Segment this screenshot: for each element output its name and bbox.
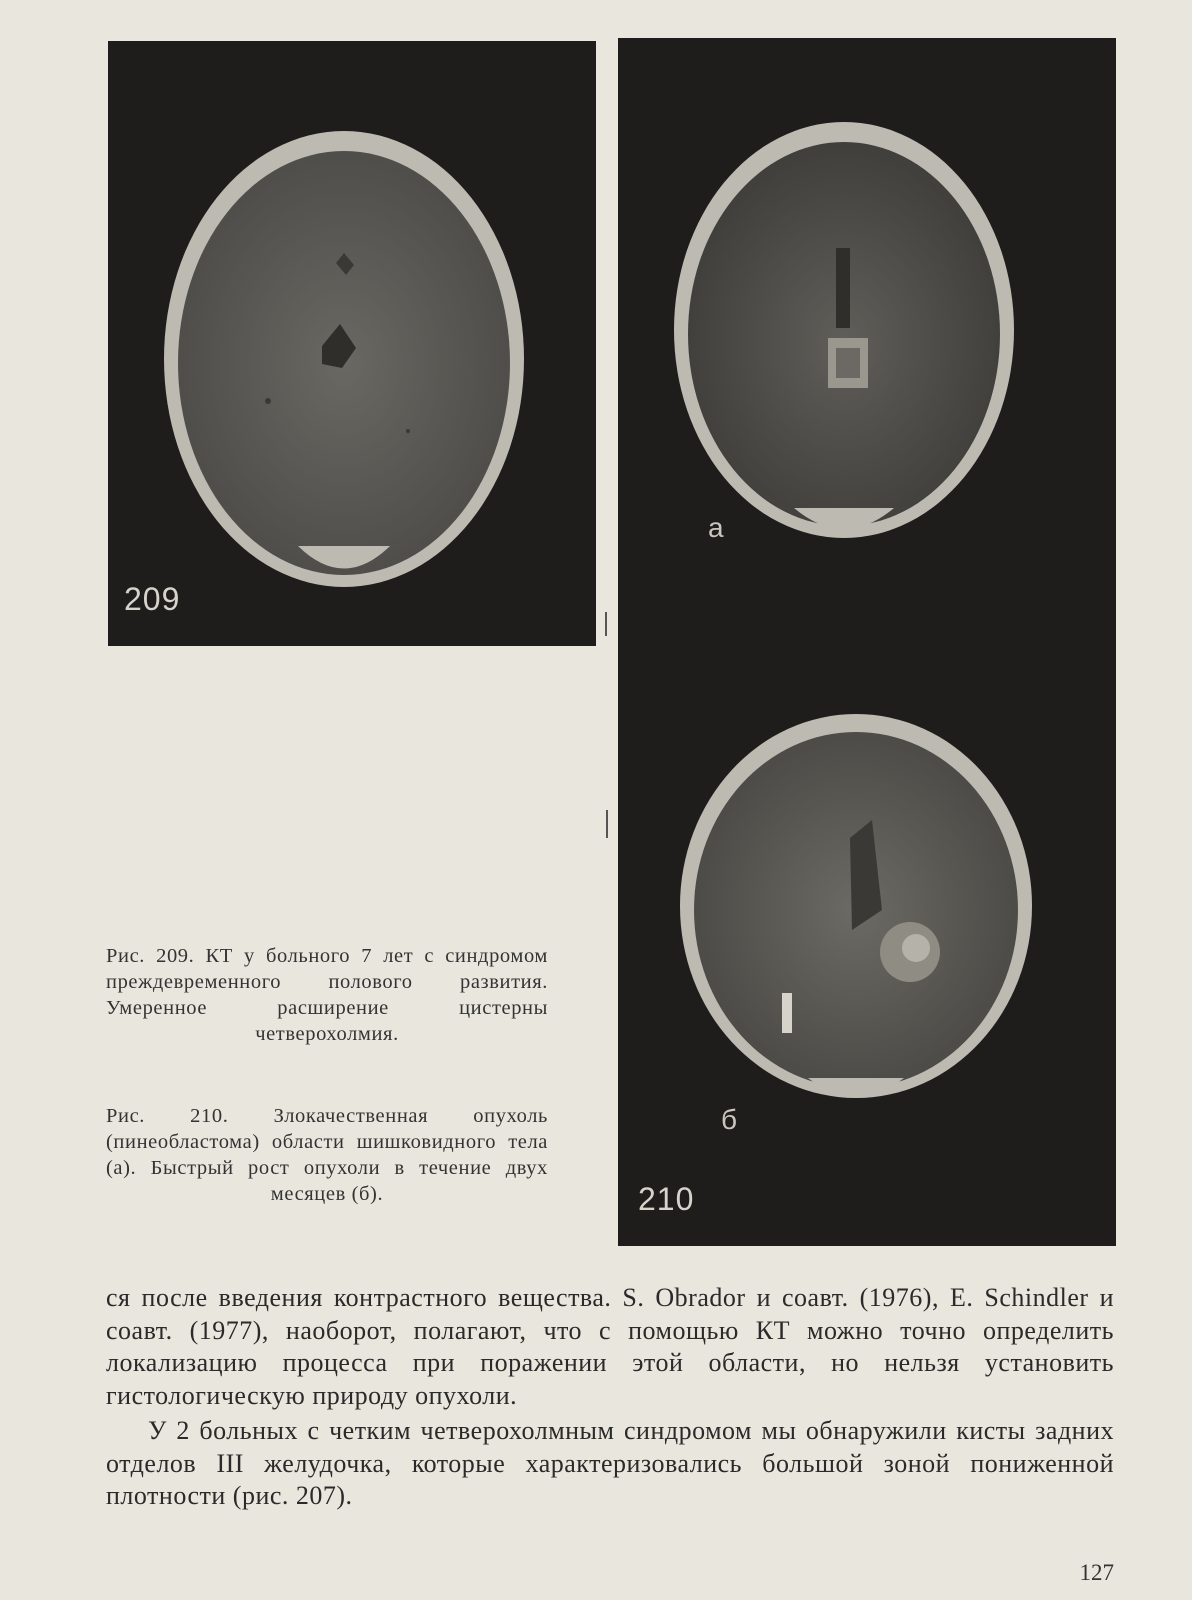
figure-209-caption: Рис. 209. КТ у больного 7 лет с синдромом преждевременного полового развития. Умеренное расширение цистерны четверохолмия. xyxy=(106,945,548,1045)
figure-210-sublabel-b: б xyxy=(721,1104,738,1135)
paragraph-1: ся после введения контрастного вещества. S. Obrador и соавт. (1976), E. Schindler и соавт. (1977), наоборот, полагают, что с помощью КТ можно точно определить локализацию процесса при поражении этой области, но нельзя установить гистологическую природу опухоли. xyxy=(106,1283,1114,1410)
figure-210-caption: Рис. 210. Злокачественная опухоль (пинеобластома) области шишковидного тела (а). Быстрый рост опухоли в течение двух месяцев (б). xyxy=(106,1105,548,1205)
figure-210-sublabel-a: а xyxy=(708,512,724,543)
figure-209-ct-scan xyxy=(108,41,596,646)
figure-209-number: 209 xyxy=(124,581,181,617)
ct-scan-209-image xyxy=(108,41,596,646)
paragraph-2: У 2 больных с четким четверохолмным синдромом мы обнаружили кисты задних отделов III желудочка, которые характеризовались большой зоной пониженной плотности (рис. 207). xyxy=(106,1416,1114,1510)
ct-scan-210-images xyxy=(618,38,1116,1246)
margin-mark xyxy=(606,810,608,838)
figure-210-number: 210 xyxy=(638,1181,695,1217)
body-text xyxy=(106,1282,1114,1513)
page-number: 127 xyxy=(1079,1560,1114,1585)
margin-mark xyxy=(605,612,607,636)
figure-210-ct-scans xyxy=(618,38,1116,1246)
